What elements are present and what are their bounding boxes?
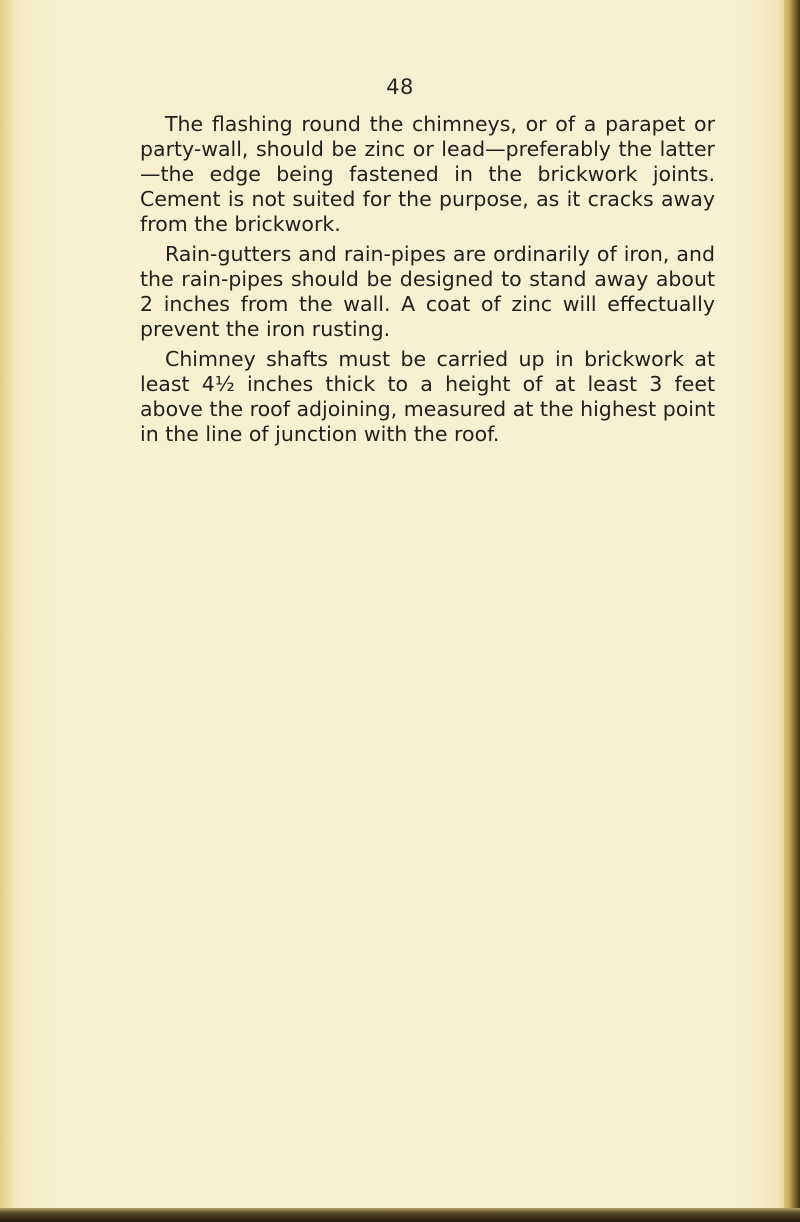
paragraph-chimney-shafts: Chimney shafts must be carried up in brickwork at least 4½ inches thick to a height of at least 3 feet above the roof adjoining, measured at the highest point in the line of junction with the roof. xyxy=(140,347,715,446)
page-number: 48 xyxy=(386,75,414,99)
paragraph-rain-gutters: Rain-gutters and rain-pipes are ordinarily of iron, and the rain-pipes should be designed to stand away about 2 inches from the wall. A coat of zinc will effectually prevent the iron rusting. xyxy=(140,242,715,341)
page-left-edge xyxy=(0,0,12,1222)
page-bottom-edge xyxy=(0,1208,800,1222)
page-right-edge xyxy=(784,0,800,1222)
body-text xyxy=(140,112,715,452)
paragraph-flashing: The flashing round the chimneys, or of a parapet or party-wall, should be zinc or lead—preferably the latter—the edge being fastened in the brickwork joints. Cement is not suited for the purpose, as it cracks away from the brickwork. xyxy=(140,112,715,236)
